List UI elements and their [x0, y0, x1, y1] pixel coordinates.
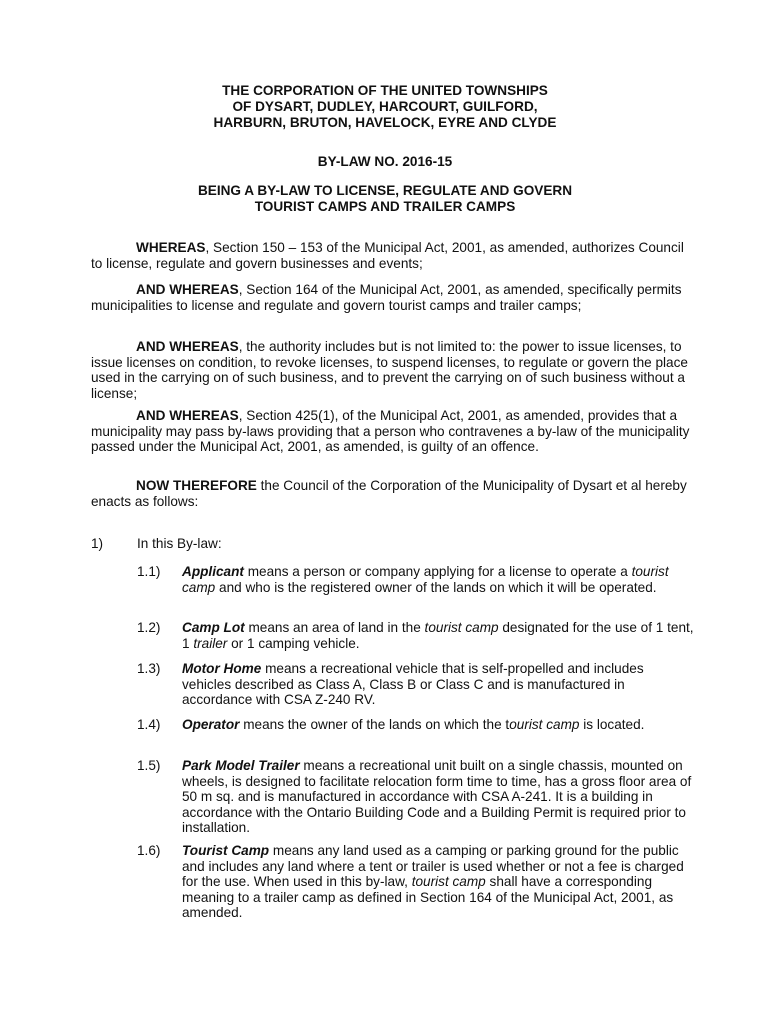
subtitle-line: TOURIST CAMPS AND TRAILER CAMPS — [254, 199, 516, 214]
recital-lead: AND WHEREAS — [136, 339, 239, 354]
definition-term: Motor Home — [182, 661, 262, 676]
definition-italic-text: tourist camp — [424, 620, 499, 635]
definition-italic-text: ourist camp — [509, 717, 580, 732]
definition-term: Tourist Camp — [182, 843, 270, 858]
definition-term: Operator — [182, 717, 240, 732]
enactment-paragraph — [91, 478, 691, 509]
definition-italic-text: trailer — [193, 635, 228, 651]
definition-item — [137, 661, 697, 709]
definition-item — [137, 717, 697, 749]
definition-text: designated for the use of 1 tent, 1 — [182, 620, 694, 651]
definition-item — [137, 620, 697, 652]
definition-text: and who is the registered owner of the lands on which it will be operated. — [215, 579, 657, 595]
recital-lead: AND WHEREAS — [136, 408, 239, 423]
recital-text: , Section 164 of the Municipal Act, 2001, as amended, specifically permits municipalities to license and regulate and govern tourist camps and trailer camps; — [91, 282, 682, 313]
definition-term: Applicant — [182, 564, 244, 579]
definition-text: means a recreational vehicle that is self-propelled and includes vehicles described as Class A, Class B or Class C and is manufactured in accordance with CSA Z-240 RV. — [182, 661, 644, 707]
definition-text: or 1 camping vehicle. — [227, 635, 360, 651]
title-line: THE CORPORATION OF THE UNITED TOWNSHIPS — [222, 83, 548, 98]
bylaw-subtitle — [0, 183, 770, 215]
definition-number: 1.4) — [137, 717, 161, 732]
recital-paragraph — [91, 240, 691, 271]
section-number: 1) — [91, 536, 104, 551]
definition-number: 1.6) — [137, 843, 161, 858]
corporation-title — [0, 83, 770, 131]
definition-text: shall have a corresponding meaning to a trailer camp as defined in Section 164 of the Municipal Act, 2001, as amended. — [182, 874, 674, 920]
recital-paragraph — [91, 408, 691, 455]
title-line: HARBURN, BRUTON, HAVELOCK, EYRE AND CLYDE — [213, 115, 557, 130]
definition-italic-text: tourist camp — [411, 874, 486, 889]
title-line: OF DYSART, DUDLEY, HARCOURT, GUILFORD, — [232, 99, 538, 114]
definition-number: 1.3) — [137, 661, 161, 676]
definition-item — [137, 843, 697, 923]
definition-text: means an area of land in the — [244, 620, 425, 635]
recital-paragraph — [91, 339, 691, 401]
recital-text: , Section 425(1), of the Municipal Act, 2001, as amended, provides that a municipality may pass by-laws providing that a person who contravenes a by-law of the municipality passed under the Municipal Act, 2001, as amended, is guilty of an offence. — [91, 408, 690, 454]
definition-text: means a person or company applying for a license to operate a — [243, 564, 632, 579]
definition-italic-text: tourist camp — [182, 564, 669, 595]
definition-item — [137, 564, 697, 612]
definition-text: means any land used as a camping or parking ground for the public and includes any land where a tent or trailer is used whether or not a fee is charged for the use. When used in this by-law, — [182, 843, 684, 889]
recital-text: the Council of the Corporation of the Municipality of Dysart et al hereby enacts as follows: — [91, 478, 687, 509]
definition-item — [137, 758, 697, 838]
recital-lead: NOW THEREFORE — [136, 478, 257, 493]
definition-text: is located. — [579, 717, 645, 732]
recital-paragraph — [91, 282, 691, 313]
definition-term: Camp Lot — [182, 620, 245, 635]
definition-number: 1.2) — [137, 620, 161, 635]
definition-text: means the owner of the lands on which the t — [239, 717, 510, 732]
definition-term: Park Model Trailer — [182, 758, 300, 773]
recital-text: , the authority includes but is not limited to: the power to issue licenses, to issue licenses on condition, to revoke licenses, to suspend licenses, to regulate or govern the place used in the carrying on of such business, and to prevent the carrying on of such business without a license; — [91, 339, 688, 401]
recital-lead: AND WHEREAS — [136, 282, 239, 297]
recital-lead: WHEREAS — [136, 240, 206, 255]
recital-text: , Section 150 – 153 of the Municipal Act, 2001, as amended, authorizes Council to license, regulate and govern businesses and events; — [91, 240, 684, 271]
definition-number: 1.1) — [137, 564, 161, 579]
section-heading: In this By-law: — [137, 536, 222, 551]
bylaw-number: BY-LAW NO. 2016-15 — [317, 154, 453, 169]
definition-text: means a recreational unit built on a single chassis, mounted on wheels, is designed to facilitate relocation form time to time, has a gross floor area of 50 m sq. and is manufactured in accordance with CSA A-241. It is a building in accordance with the Ontario Building Code and a Building Permit is required prior to installation. — [182, 758, 692, 835]
definition-number: 1.5) — [137, 758, 161, 773]
subtitle-line: BEING A BY-LAW TO LICENSE, REGULATE AND GOVERN — [197, 183, 573, 198]
